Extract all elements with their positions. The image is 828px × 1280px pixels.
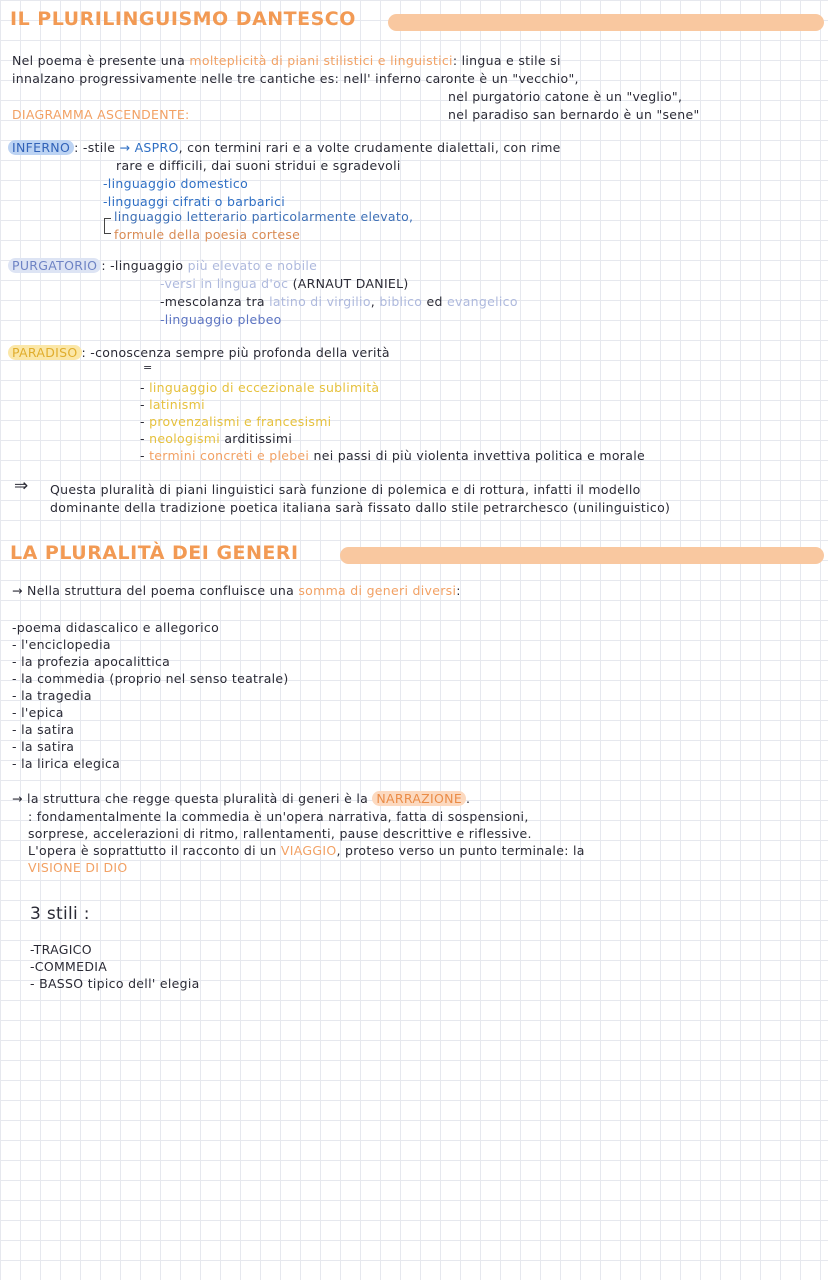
somma-generi: somma di generi diversi (298, 583, 457, 598)
paradiso-item-1: - linguaggio di eccezionale sublimità (140, 380, 380, 395)
generi-intro (12, 583, 461, 599)
conclusion-line-2: dominante della tradizione poetica italiana sarà fissato dallo stile petrarchesco (unilinguistico) (50, 500, 671, 515)
intro-text: : lingua e stile si (452, 53, 561, 68)
section-title-plurilinguismo: IL PLURILINGUISMO DANTESCO (10, 8, 356, 30)
stile-item: -TRAGICO (30, 942, 92, 957)
paradiso-item-4: - neologismi arditissimi (140, 431, 293, 446)
section-title-generi: LA PLURALITÀ DEI GENERI (10, 542, 299, 564)
purgatorio-label: PURGATORIO (8, 258, 101, 273)
stili-heading: 3 stili : (30, 904, 90, 924)
paradiso-item-5: - termini concreti e plebei nei passi di più violenta invettiva politica e morale (140, 448, 645, 463)
paradiso-text: : -conoscenza sempre più profonda della verità (81, 345, 390, 360)
stile-item: - BASSO tipico dell' elegia (30, 976, 200, 991)
inferno-line-5: linguaggio letterario particolarmente elevato, (114, 209, 414, 224)
evangelico: evangelico (447, 294, 518, 309)
inferno-line-4: -linguaggi cifrati o barbarici (103, 194, 286, 209)
molteplicita-highlight: molteplicità di piani stilistici e linguistici (189, 53, 453, 68)
genre-item: - l'enciclopedia (12, 637, 111, 652)
diagram-label: DIAGRAMMA ASCENDENTE: (12, 107, 190, 122)
genre-item: - la commedia (proprio nel senso teatrale) (12, 671, 289, 686)
genre-item: - la profezia apocalittica (12, 654, 171, 669)
inferno-label: INFERNO (8, 140, 74, 155)
purgatorio-line-4: -linguaggio plebeo (160, 312, 282, 327)
sublimita: linguaggio di eccezionale sublimità (149, 380, 380, 395)
purgatorio-elevato: più elevato e nobile (187, 258, 318, 273)
narrazione-line-3: sorprese, accelerazioni di ritmo, rallentamenti, pause descrittive e riflessive. (28, 826, 532, 841)
narrazione-line-1 (12, 791, 470, 807)
narrazione-text: L'opera è soprattutto il racconto di un (28, 843, 281, 858)
inferno-line-6: formule della poesia cortese (114, 227, 301, 242)
provenzalismi: provenzalismi e francesismi (149, 414, 332, 429)
arditissimi: arditissimi (224, 431, 293, 446)
visione-di-dio: VISIONE DI DIO (28, 860, 128, 875)
inferno-line-1 (8, 140, 561, 156)
purgatorio-text: ed (422, 294, 448, 309)
viaggio: VIAGGIO (280, 843, 337, 858)
intro-line-2: innalzano progressivamente nelle tre cantiche es: nell' inferno caronte è un "vecchio", (12, 71, 579, 86)
inferno-text: , con termini rari e a volte crudamente dialettali, con rime (178, 140, 561, 155)
intro-line-4: nel paradiso san bernardo è un "sene" (448, 107, 700, 122)
genre-item: - l'epica (12, 705, 64, 720)
termini-concreti: termini concreti e plebei (149, 448, 310, 463)
latinismi: latinismi (149, 397, 205, 412)
genre-item: - la satira (12, 722, 75, 737)
inferno-line-2: rare e difficili, dai suoni stridui e sgradevoli (116, 158, 401, 173)
purgatorio-line-2 (160, 276, 409, 292)
inferno-bracket (104, 218, 111, 234)
narrazione-text: , proteso verso un punto terminale: la (336, 843, 585, 858)
equals-sign: = (143, 361, 153, 374)
purgatorio-text: , (370, 294, 380, 309)
purgatorio-text: -mescolanza tra (160, 294, 270, 309)
narrazione-label: NARRAZIONE (372, 791, 466, 806)
paradiso-item-2: - latinismi (140, 397, 205, 412)
purgatorio-line-3 (160, 294, 518, 310)
inferno-line-3: -linguaggio domestico (103, 176, 249, 191)
genre-item: - la lirica elegica (12, 756, 121, 771)
intro-line-3: nel purgatorio catone è un "veglio", (448, 89, 683, 104)
versi-oc: -versi in lingua d'oc (160, 276, 293, 291)
biblico: biblico (379, 294, 423, 309)
generi-text: : (456, 583, 461, 598)
aspro-label: → ASPRO (119, 140, 179, 155)
neologismi: neologismi (149, 431, 225, 446)
stile-item: -COMMEDIA (30, 959, 108, 974)
arnaut-daniel: (ARNAUT DANIEL) (292, 276, 409, 291)
intro-text: Nel poema è presente una (12, 53, 190, 68)
genre-item: - la tragedia (12, 688, 92, 703)
latino-virgilio: latino di virgilio (269, 294, 371, 309)
paradiso-line-1 (8, 345, 390, 361)
paradiso-text: nei passi di più violenta invettiva politica e morale (309, 448, 645, 463)
narrazione-line-4 (28, 843, 585, 859)
narrazione-line-2: : fondamentalmente la commedia è un'opera narrativa, fatta di sospensioni, (28, 809, 529, 824)
purgatorio-line-1 (8, 258, 317, 274)
genre-item: - la satira (12, 739, 75, 754)
narrazione-text: . (466, 791, 471, 806)
inferno-text: : -stile (74, 140, 120, 155)
genre-item: -poema didascalico e allegorico (12, 620, 220, 635)
conclusion-line-1: Questa pluralità di piani linguistici sarà funzione di polemica e di rottura, infatti il modello (50, 482, 641, 497)
title-highlight-bar (340, 547, 824, 564)
narrazione-text: → la struttura che regge questa pluralità di generi è la (12, 791, 373, 806)
implies-arrow-icon: ⇒ (14, 476, 29, 496)
generi-text: → Nella struttura del poema confluisce una (12, 583, 299, 598)
purgatorio-text: : -linguaggio (101, 258, 188, 273)
paradiso-item-3: - provenzalismi e francesismi (140, 414, 332, 429)
intro-line-1 (12, 53, 561, 69)
paradiso-label: PARADISO (8, 345, 82, 360)
title-highlight-bar (388, 14, 824, 31)
